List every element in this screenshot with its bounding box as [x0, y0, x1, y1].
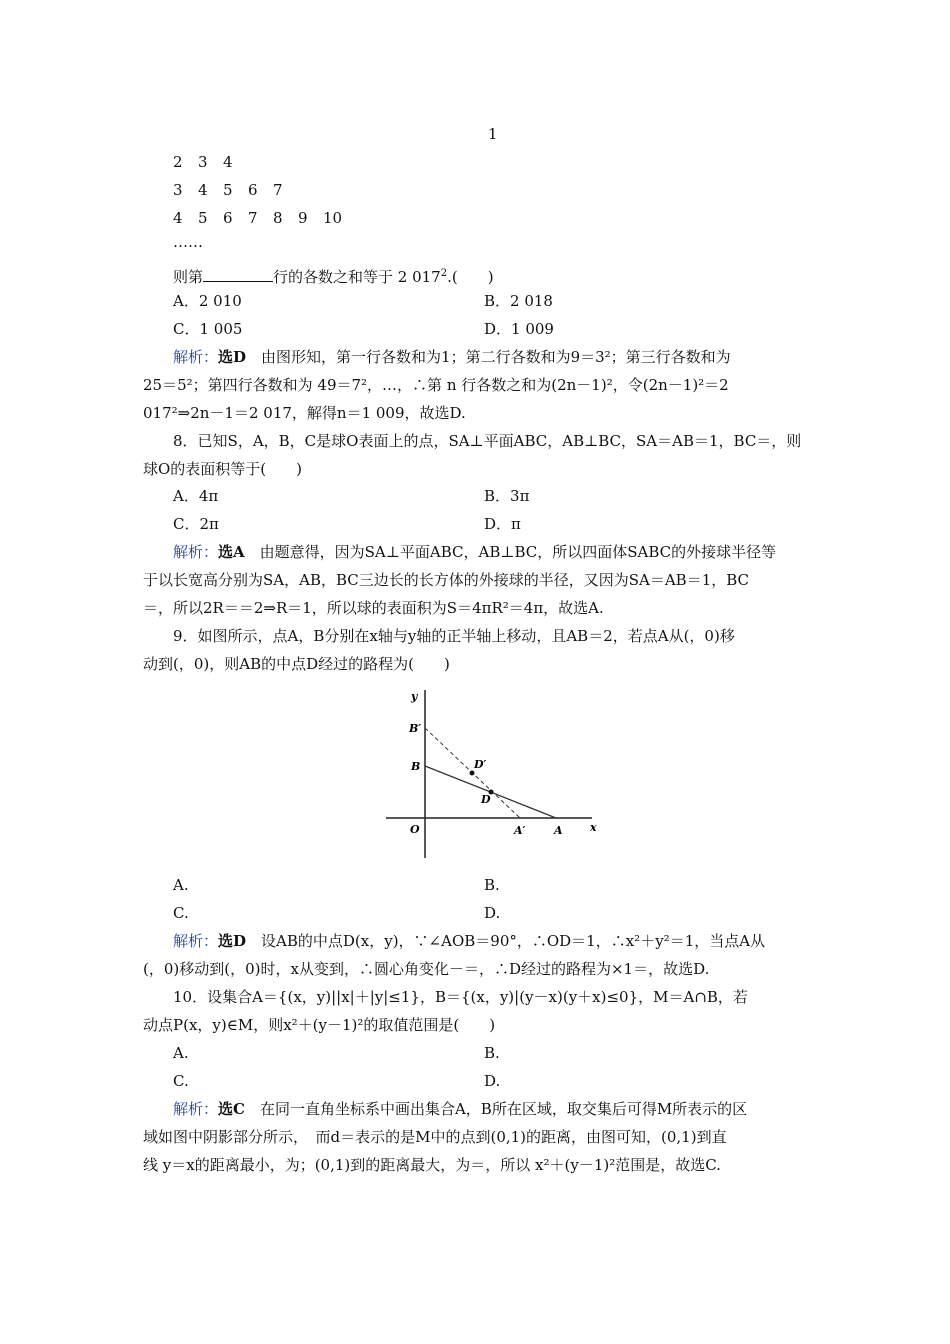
q7-option-c: C．1 005 [173, 320, 243, 338]
solution-label: 解析： [173, 348, 219, 366]
q7-option-b: B．2 018 [484, 292, 553, 310]
label-x: x [590, 821, 597, 834]
q9-option-b: B. [484, 876, 500, 894]
q10-option-a: A. [173, 1044, 189, 1062]
q9-coordinate-figure [380, 680, 610, 865]
q10-stem-line-1: 10．设集合A＝{(x，y)||x|＋|y|≤1}，B＝{(x，y)|(y－x)(y＋x)≤0}，M＝A∩B，若 [173, 988, 748, 1006]
solution-label: 解析： [173, 1100, 219, 1118]
q8-option-d: D．π [484, 515, 521, 533]
q9-solution-line-1: 解析：选D 设AB的中点D(x，y)，∵∠AOB＝90°，∴OD＝1，∴x²＋y²＝1，当点A从 [173, 932, 766, 950]
q8-solution-line-2: 于以长宽高分别为SA，AB，BC三边长的长方体的外接球的半径，又因为SA＝AB＝1，BC [143, 571, 750, 589]
q9-option-c: C. [173, 904, 189, 922]
solution-choice: 选A [218, 543, 245, 561]
q7-solution-line-3: 017²⇒2n－1＝2 017，解得n＝1 009，故选D. [143, 404, 466, 422]
q7-option-d: D．1 009 [484, 320, 554, 338]
solution-label: 解析： [173, 543, 219, 561]
solution-choice: 选D [218, 932, 247, 950]
label-a: A [554, 824, 563, 837]
q7-option-a: A．2 010 [173, 292, 242, 310]
label-d1: D′ [474, 758, 487, 771]
q10-option-b: B. [484, 1044, 500, 1062]
q10-solution-line-3: 线 y＝x的距离最小，为；(0,1)到的距离最大，为＝，所以 x²＋(y－1)²范围是，故选C. [143, 1156, 721, 1174]
point-d1 [470, 771, 475, 776]
q10-option-d: D. [484, 1072, 501, 1090]
solution-choice: 选D [218, 348, 247, 366]
triangle-ellipsis: …… [173, 233, 203, 251]
q8-stem-line-2: 球O的表面积等于( ) [143, 460, 303, 478]
q8-solution-line-1: 解析：选A 由题意得，因为SA⊥平面ABC，AB⊥BC，所以四面体SABC的外接球半径等 [173, 543, 777, 561]
label-b: B [411, 760, 421, 773]
number-triangle: 1 2 3 4 3 4 5 6 7 4 5 6 7 8 9 10 …… [173, 125, 498, 251]
label-b1: B′ [409, 722, 422, 735]
q8-option-a: A．4π [173, 487, 219, 505]
q10-option-c: C. [173, 1072, 189, 1090]
q8-solution-line-3: ＝，所以2R＝＝2⇒R＝1，所以球的表面积为S＝4πR²＝4π，故选A. [143, 599, 604, 617]
q9-solution-line-2: (，0)移动到(，0)时，x从变到，∴圆心角变化－＝，∴D经过的路程为×1＝，故选D. [143, 960, 710, 978]
q9-stem-line-2: 动到(，0)，则AB的中点D经过的路程为( ) [143, 655, 450, 673]
q7-solution-line-2: 25＝5²；第四行各数和为 49＝7²，…，∴第 n 行各数之和为(2n－1)²，令(2n－1)²＝2 [143, 376, 729, 394]
q7-stem: 则第 行的各数之和等于 2 $017^2$.( ) [173, 268, 494, 286]
q9-stem-line-1: 9．如图所示，点A，B分别在x轴与y轴的正半轴上移动，且AB＝2，若点A从(，0)移 [173, 627, 735, 645]
q10-solution-line-2: 域如图中阴影部分所示， 而d＝表示的是M中的点到(0,1)的距离，由图可知，(0,1)到直 [143, 1128, 727, 1146]
label-a1: A′ [514, 824, 526, 837]
answer-blank [203, 267, 273, 282]
q7-solution-line-1: 解析：选D 由图形知，第一行各数和为1；第二行各数和为9＝3²；第三行各数和为 [173, 348, 731, 366]
q10-solution-line-1: 解析：选C 在同一直角坐标系中画出集合A，B所在区域，取交集后可得M所表示的区 [173, 1100, 748, 1118]
q8-stem-line-1: 8．已知S，A，B，C是球O表面上的点，SA⊥平面ABC，AB⊥BC，SA＝AB＝1，BC＝，则 [173, 432, 802, 450]
solution-label: 解析： [173, 932, 219, 950]
q10-stem-line-2: 动点P(x，y)∈M，则x²＋(y－1)²的取值范围是( ) [143, 1016, 496, 1034]
label-o: O [410, 823, 420, 836]
label-y: y [411, 690, 418, 703]
label-d: D [481, 793, 491, 806]
q8-option-c: C．2π [173, 515, 219, 533]
q8-option-b: B．3π [484, 487, 530, 505]
solution-choice: 选C [218, 1100, 245, 1118]
q9-option-a: A. [173, 876, 189, 894]
q9-option-d: D. [484, 904, 501, 922]
